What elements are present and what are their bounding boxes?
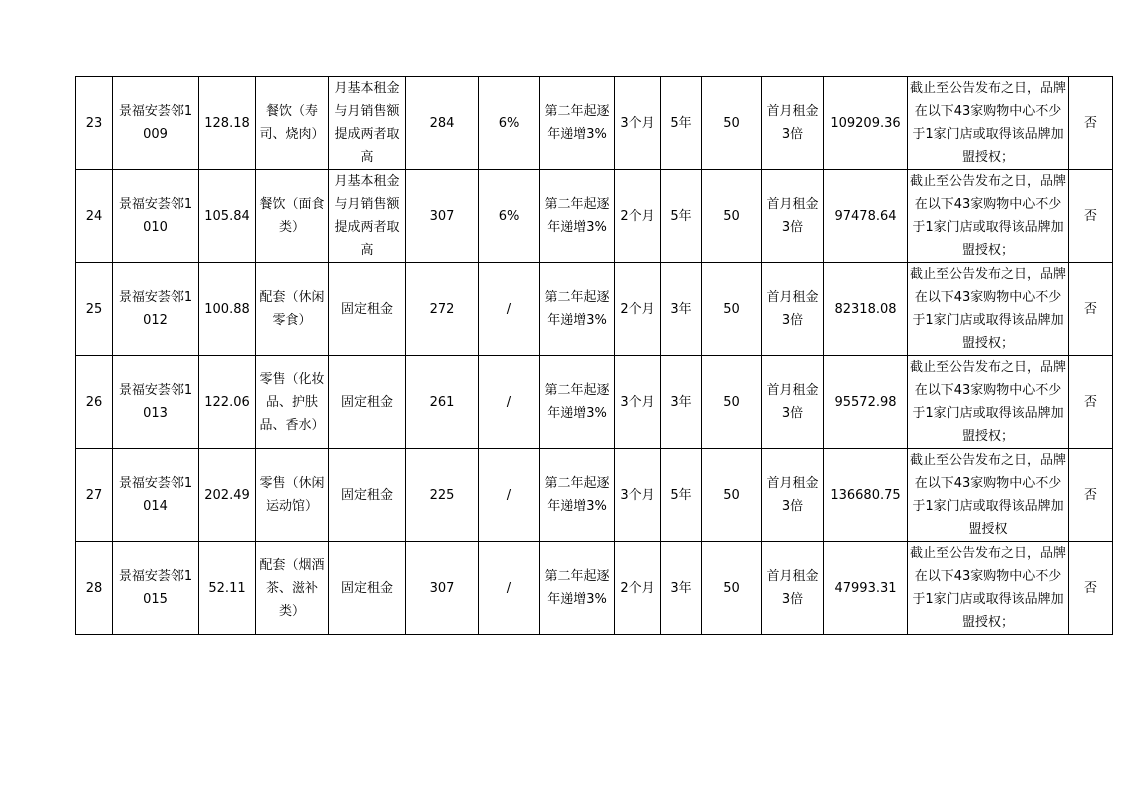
rent-free-period-cell: 2个月 <box>615 170 661 263</box>
rent-free-period-cell: 3个月 <box>615 77 661 170</box>
brand-requirement-cell: 截止至公告发布之日，品牌在以下43家购物中心不少于1家门店或取得该品牌加盟授权 <box>908 449 1069 542</box>
amount-cell: 136680.75 <box>824 449 908 542</box>
brand-requirement-cell: 截止至公告发布之日，品牌在以下43家购物中心不少于1家门店或取得该品牌加盟授权； <box>908 356 1069 449</box>
table-row <box>76 356 1113 449</box>
row-number-cell: 23 <box>76 77 113 170</box>
flag-cell: 否 <box>1069 170 1113 263</box>
rent-mode-cell: 固定租金 <box>329 449 406 542</box>
rent-free-period-cell: 3个月 <box>615 356 661 449</box>
flag-cell: 否 <box>1069 542 1113 635</box>
unit-cell: 景福安荟邻1014 <box>113 449 199 542</box>
rent-price-cell: 272 <box>406 263 479 356</box>
rent-free-period-cell: 3个月 <box>615 449 661 542</box>
amount-cell: 95572.98 <box>824 356 908 449</box>
rent-increase-cell: 第二年起逐年递增3% <box>540 77 615 170</box>
table-body <box>76 77 1113 635</box>
rent-increase-cell: 第二年起逐年递增3% <box>540 356 615 449</box>
brand-requirement-cell: 截止至公告发布之日，品牌在以下43家购物中心不少于1家门店或取得该品牌加盟授权； <box>908 170 1069 263</box>
value-50-cell: 50 <box>702 170 762 263</box>
brand-requirement-cell: 截止至公告发布之日，品牌在以下43家购物中心不少于1家门店或取得该品牌加盟授权； <box>908 542 1069 635</box>
flag-cell: 否 <box>1069 356 1113 449</box>
commission-rate-cell: 6% <box>479 170 540 263</box>
rent-increase-cell: 第二年起逐年递增3% <box>540 542 615 635</box>
rent-increase-cell: 第二年起逐年递增3% <box>540 449 615 542</box>
value-50-cell: 50 <box>702 449 762 542</box>
area-cell: 128.18 <box>199 77 256 170</box>
flag-cell: 否 <box>1069 449 1113 542</box>
area-cell: 202.49 <box>199 449 256 542</box>
lease-table <box>75 76 1113 635</box>
amount-cell: 82318.08 <box>824 263 908 356</box>
area-cell: 100.88 <box>199 263 256 356</box>
lease-term-cell: 3年 <box>661 263 702 356</box>
rent-price-cell: 307 <box>406 542 479 635</box>
rent-mode-cell: 固定租金 <box>329 356 406 449</box>
unit-cell: 景福安荟邻1015 <box>113 542 199 635</box>
unit-cell: 景福安荟邻1012 <box>113 263 199 356</box>
table-row <box>76 170 1113 263</box>
row-number-cell: 24 <box>76 170 113 263</box>
deposit-cell: 首月租金3倍 <box>762 170 824 263</box>
category-cell: 零售（化妆品、护肤品、香水） <box>256 356 329 449</box>
brand-requirement-cell: 截止至公告发布之日，品牌在以下43家购物中心不少于1家门店或取得该品牌加盟授权； <box>908 77 1069 170</box>
amount-cell: 47993.31 <box>824 542 908 635</box>
deposit-cell: 首月租金3倍 <box>762 542 824 635</box>
deposit-cell: 首月租金3倍 <box>762 356 824 449</box>
category-cell: 零售（休闲运动馆） <box>256 449 329 542</box>
rent-price-cell: 307 <box>406 170 479 263</box>
row-number-cell: 27 <box>76 449 113 542</box>
brand-requirement-cell: 截止至公告发布之日，品牌在以下43家购物中心不少于1家门店或取得该品牌加盟授权； <box>908 263 1069 356</box>
area-cell: 122.06 <box>199 356 256 449</box>
lease-term-cell: 5年 <box>661 77 702 170</box>
value-50-cell: 50 <box>702 542 762 635</box>
rent-free-period-cell: 2个月 <box>615 263 661 356</box>
rent-increase-cell: 第二年起逐年递增3% <box>540 170 615 263</box>
rent-free-period-cell: 2个月 <box>615 542 661 635</box>
table-row <box>76 542 1113 635</box>
row-number-cell: 25 <box>76 263 113 356</box>
area-cell: 52.11 <box>199 542 256 635</box>
lease-term-cell: 5年 <box>661 449 702 542</box>
category-cell: 配套（休闲零食） <box>256 263 329 356</box>
deposit-cell: 首月租金3倍 <box>762 263 824 356</box>
category-cell: 配套（烟酒茶、滋补类） <box>256 542 329 635</box>
commission-rate-cell: / <box>479 356 540 449</box>
flag-cell: 否 <box>1069 77 1113 170</box>
table-row <box>76 77 1113 170</box>
lease-term-cell: 3年 <box>661 542 702 635</box>
rent-mode-cell: 月基本租金与月销售额提成两者取高 <box>329 77 406 170</box>
rent-price-cell: 225 <box>406 449 479 542</box>
category-cell: 餐饮（寿司、烧肉） <box>256 77 329 170</box>
amount-cell: 97478.64 <box>824 170 908 263</box>
rent-price-cell: 261 <box>406 356 479 449</box>
value-50-cell: 50 <box>702 263 762 356</box>
commission-rate-cell: / <box>479 263 540 356</box>
lease-term-cell: 3年 <box>661 356 702 449</box>
row-number-cell: 28 <box>76 542 113 635</box>
row-number-cell: 26 <box>76 356 113 449</box>
unit-cell: 景福安荟邻1009 <box>113 77 199 170</box>
deposit-cell: 首月租金3倍 <box>762 449 824 542</box>
lease-term-cell: 5年 <box>661 170 702 263</box>
value-50-cell: 50 <box>702 356 762 449</box>
rent-mode-cell: 固定租金 <box>329 542 406 635</box>
rent-price-cell: 284 <box>406 77 479 170</box>
flag-cell: 否 <box>1069 263 1113 356</box>
unit-cell: 景福安荟邻1013 <box>113 356 199 449</box>
commission-rate-cell: 6% <box>479 77 540 170</box>
unit-cell: 景福安荟邻1010 <box>113 170 199 263</box>
area-cell: 105.84 <box>199 170 256 263</box>
deposit-cell: 首月租金3倍 <box>762 77 824 170</box>
rent-mode-cell: 月基本租金与月销售额提成两者取高 <box>329 170 406 263</box>
table-row <box>76 449 1113 542</box>
amount-cell: 109209.36 <box>824 77 908 170</box>
category-cell: 餐饮（面食类） <box>256 170 329 263</box>
commission-rate-cell: / <box>479 542 540 635</box>
commission-rate-cell: / <box>479 449 540 542</box>
value-50-cell: 50 <box>702 77 762 170</box>
rent-mode-cell: 固定租金 <box>329 263 406 356</box>
table-row <box>76 263 1113 356</box>
rent-increase-cell: 第二年起逐年递增3% <box>540 263 615 356</box>
